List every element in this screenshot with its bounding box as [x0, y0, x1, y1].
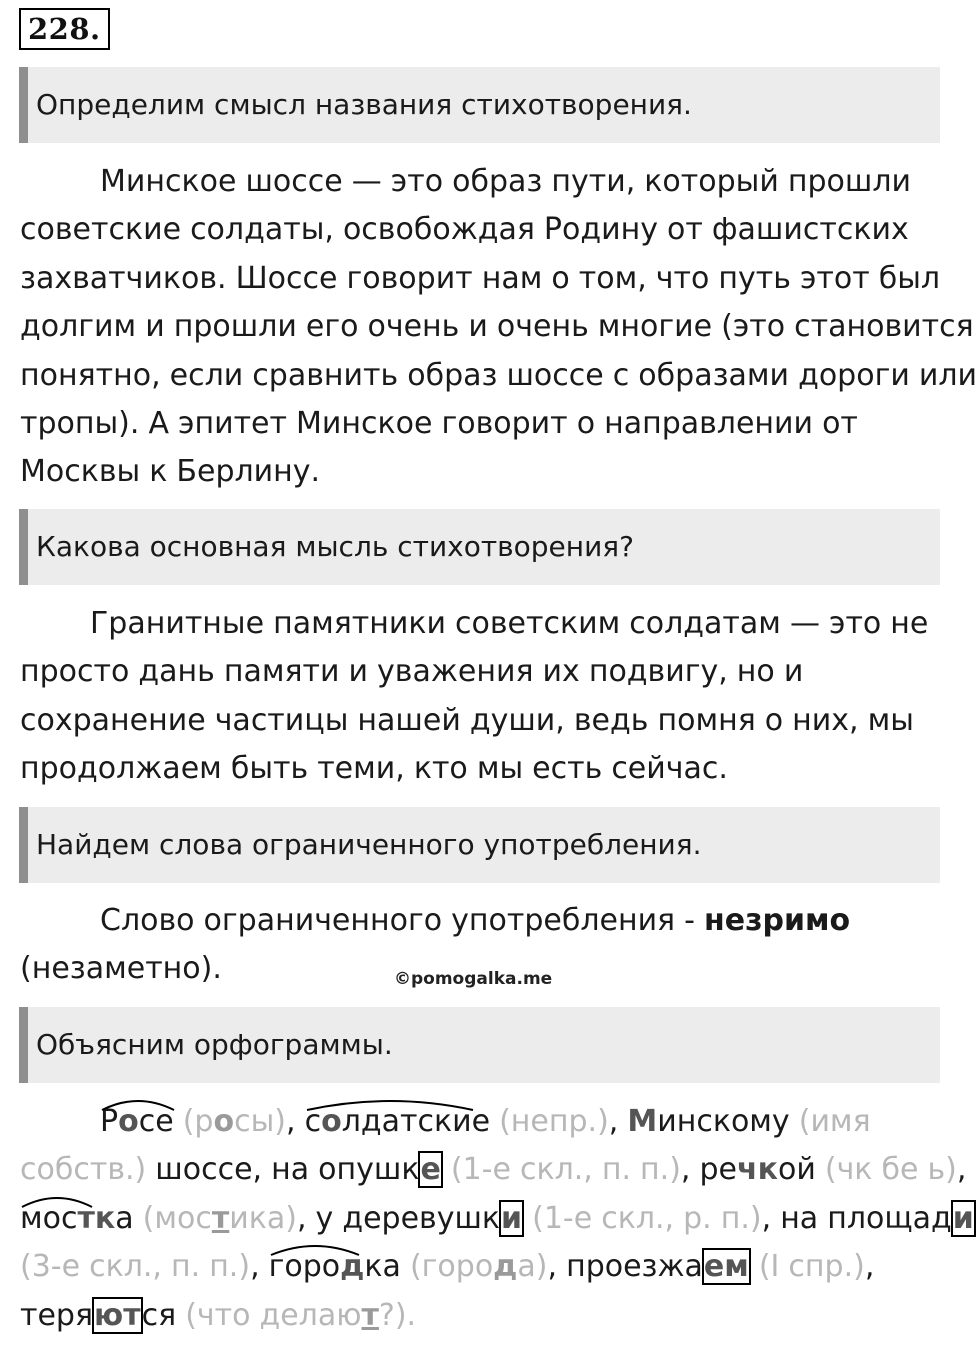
word-soldatskie: солдатские	[305, 1104, 490, 1139]
paragraph-line: долгим и прошли его очень и очень многие (это становится	[20, 309, 974, 345]
section-heading-meaning: Определим смысл названия стихотворения.	[19, 67, 940, 143]
word-teryayutsya: теряются	[20, 1297, 177, 1333]
note: (1-е скл., п. п.)	[450, 1152, 681, 1188]
paragraph-line: Гранитные памятники советским солдатам — это не	[90, 606, 929, 641]
word-derevushki: у деревушки	[315, 1200, 523, 1236]
paragraph-line: продолжаем быть теми, кто мы есть сейчас.	[20, 751, 728, 787]
note: (имя	[798, 1104, 871, 1139]
paragraph-line: собств.) шоссе, на опушке (1-е скл., п. п.), речкой (чк бе ь),	[20, 1152, 967, 1188]
note: собств.)	[20, 1152, 147, 1188]
section-heading-idea: Какова основная мысль стихотворения?	[19, 509, 940, 585]
word-opushke: шоссе, на опушке	[155, 1152, 441, 1188]
meaning-paragraph	[20, 158, 977, 497]
note: (мостика)	[142, 1200, 297, 1236]
paragraph-line: понятно, если сравнить образ шоссе с образами дороги или	[20, 357, 977, 393]
task-number: 228.	[19, 8, 110, 50]
paragraph-line: (3-е скл., п. п.), городка (города), проезжаем (I спр.),	[20, 1243, 950, 1291]
root-arc-icon	[269, 1243, 361, 1257]
word-rechkoy: речкой	[699, 1152, 816, 1188]
spelling-paragraph	[20, 1098, 974, 1340]
restricted-word: незримо	[704, 903, 851, 938]
root-arc-icon	[305, 1098, 475, 1112]
watermark: ©pomogalka.me	[394, 969, 553, 989]
paragraph-line	[20, 1292, 950, 1340]
paragraph-line: Слово ограниченного употребления - незримо	[100, 903, 851, 938]
paragraph-line: захватчиков. Шоссе говорит нам о том, что путь этот был	[20, 260, 941, 296]
note: (1-е скл., р. п.)	[532, 1200, 762, 1236]
word-mostka: мостка	[20, 1201, 134, 1236]
root-arc-icon	[20, 1195, 94, 1209]
section-heading-spelling: Объясним орфограммы.	[19, 1007, 940, 1083]
word-ploshchadi: на площади	[780, 1200, 974, 1236]
root-arc-icon	[100, 1098, 176, 1112]
word-rose: Росе	[100, 1104, 174, 1139]
paragraph-line: Минское шоссе — это образ пути, который прошли	[100, 164, 911, 199]
paragraph-line: советские солдаты, освобождая Родину от фашистских	[20, 212, 909, 248]
paragraph-line: мостка (мостика), у деревушки (1-е скл., р. п.), на площади	[20, 1195, 950, 1243]
paragraph-line: Росе (росы), солдатские (непр.), Минскому (имя	[20, 1098, 950, 1146]
paragraph-line: сохранение частицы нашей души, ведь помня о них, мы	[20, 702, 914, 738]
note: (чк бе ь)	[824, 1152, 957, 1188]
word-gorodka: городка	[269, 1249, 401, 1284]
paragraph-line: тропы). А эпитет Минское говорит о направлении от	[20, 405, 858, 441]
note: (города)	[409, 1249, 548, 1285]
note: (3-е скл., п. п.)	[20, 1249, 251, 1285]
paragraph-line: Москвы к Берлину.	[20, 454, 321, 490]
word-minskomu: Минскому	[627, 1104, 790, 1139]
note: (I спр.)	[758, 1249, 865, 1285]
paragraph-line: (незаметно).	[20, 951, 222, 987]
section-heading-restricted: Найдем слова ограниченного употребления.	[19, 807, 940, 883]
idea-paragraph	[20, 600, 950, 794]
word-proezzhaem: проезжаем	[566, 1249, 749, 1285]
paragraph-line: просто дань памяти и уважения их подвигу, но и	[20, 654, 804, 690]
note: (непр.)	[499, 1104, 609, 1139]
note: (что делают?).	[185, 1297, 417, 1333]
note: (росы)	[182, 1104, 286, 1139]
